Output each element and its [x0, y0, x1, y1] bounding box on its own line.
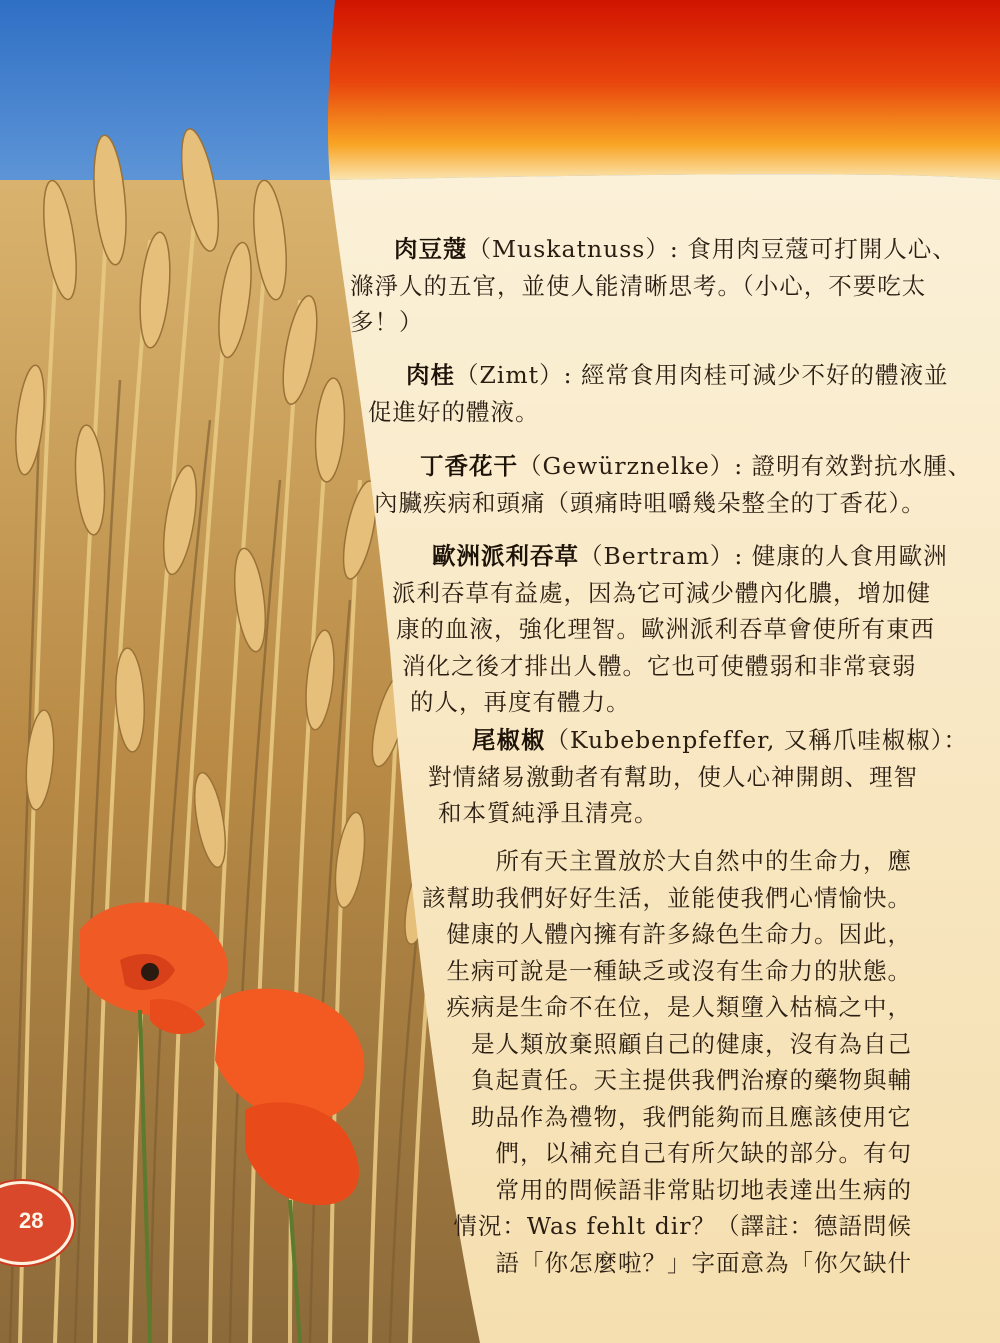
paragraph-line: 所有天主置放於大自然中的生命力，應: [495, 847, 912, 875]
entry-text: 多！）: [350, 308, 424, 336]
entry-nutmeg: [350, 231, 957, 341]
paragraph-line: 常用的問候語非常貼切地表達出生病的: [495, 1175, 912, 1204]
entry-term: 肉桂: [406, 361, 455, 389]
entry-text: （Muskatnuss）: 食用肉豆蔻可打開人心、: [467, 235, 957, 263]
entry-text: 派利吞草有益處，因為它可減少體內化膿，增加健: [392, 578, 931, 607]
paragraph-line: 語「你怎麼啦？」字面意為「你欠缺什: [495, 1248, 912, 1277]
entry-text: 內臟疾病和頭痛（頭痛時咀嚼幾朵整全的丁香花）。: [374, 488, 926, 517]
entry-text: 滌淨人的五官，並使人能清晰思考。（小心，不要吃太: [350, 271, 927, 300]
entry-text: （Kubebenpfeffer, 又稱爪哇椒椒）：: [545, 726, 969, 754]
entry-pellitory: [392, 538, 948, 721]
entry-text: 促進好的體液。: [368, 397, 540, 426]
paragraph-line: 們，以補充自己有所欠缺的部分。有句: [495, 1139, 912, 1167]
entry-clove: [374, 448, 972, 521]
paragraph-line: 情況：Was fehlt dir？（譯註：德語問候: [453, 1212, 912, 1240]
page-number: 28: [19, 1208, 44, 1233]
paragraph-line: 助品作為禮物，我們能夠而且應該使用它: [471, 1102, 912, 1131]
entry-text: （Zimt）: 經常食用肉桂可減少不好的體液並: [455, 361, 949, 389]
entry-cubeb: [428, 722, 968, 832]
paragraph-line: 疾病是生命不在位，是人類墮入枯槁之中，: [446, 993, 912, 1021]
entry-term: 歐洲派利吞草: [432, 542, 579, 570]
paragraph-line: 該幫助我們好好生活，並能使我們心情愉快。: [422, 883, 912, 912]
entry-text: 康的血液，強化理智。歐洲派利吞草會使所有東西: [396, 615, 935, 643]
paragraph-line: 負起責任。天主提供我們治療的藥物與輔: [471, 1066, 912, 1094]
entry-term: 丁香花干: [420, 452, 518, 480]
closing-paragraph: [0, 843, 912, 1281]
entry-term: 肉豆蔻: [394, 235, 468, 263]
entry-text: （Gewürznelke）: 證明有效對抗水腫、: [518, 452, 973, 480]
paragraph-line: 健康的人體內擁有許多綠色生命力。因此，: [446, 920, 912, 948]
entry-text: 對情緒易激動者有幫助，使人心神開朗、理智: [428, 762, 918, 791]
entry-term: 尾椒椒: [472, 726, 546, 754]
entry-text: 的人，再度有體力。: [410, 688, 631, 716]
entry-text: 消化之後才排出人體。它也可使體弱和非常衰弱: [402, 651, 917, 680]
entry-cinnamon: [368, 357, 948, 430]
paragraph-line: 是人類放棄照顧自己的健康，沒有為自己: [471, 1029, 912, 1058]
entry-text: （Bertram）: 健康的人食用歐洲: [579, 542, 948, 570]
paragraph-line: 生病可說是一種缺乏或沒有生命力的狀態。: [446, 956, 912, 985]
entry-text: 和本質純淨且清亮。: [438, 799, 659, 827]
